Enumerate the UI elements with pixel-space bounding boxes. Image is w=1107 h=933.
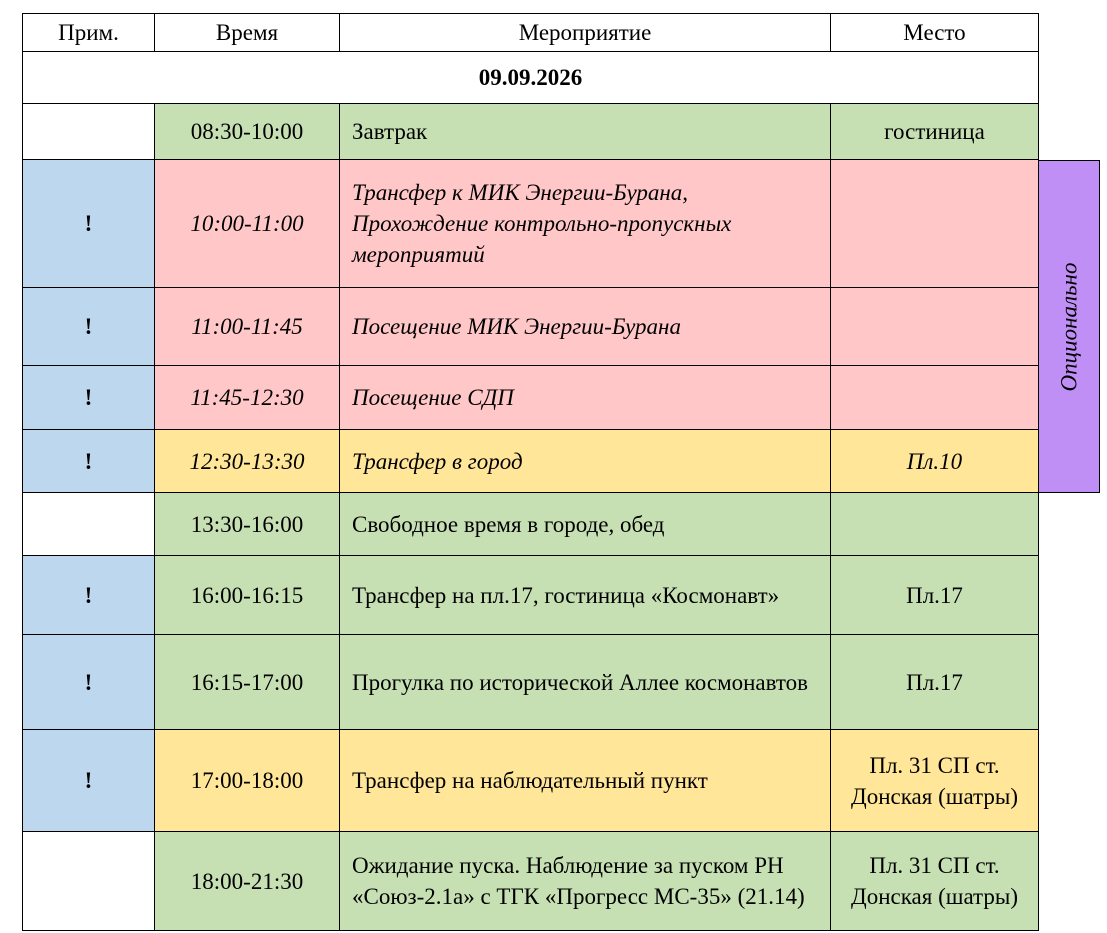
place-cell [831, 493, 1039, 556]
place-cell [831, 366, 1039, 430]
time-cell: 16:15-17:00 [155, 635, 340, 730]
note-cell: ! [23, 288, 155, 366]
place-cell: Пл.17 [831, 635, 1039, 730]
note-cell: ! [23, 730, 155, 832]
table-row [23, 160, 1039, 288]
event-cell: Прогулка по исторической Аллее космонавтов [340, 635, 831, 730]
table-row [23, 104, 1039, 160]
time-cell: 11:00-11:45 [155, 288, 340, 366]
place-cell: Пл.17 [831, 556, 1039, 635]
note-cell [23, 104, 155, 160]
note-cell [23, 832, 155, 931]
place-cell: Пл. 31 СП ст. Донская (шатры) [831, 832, 1039, 931]
note-cell: ! [23, 366, 155, 430]
table-row [23, 635, 1039, 730]
date-row [23, 52, 1039, 104]
table-row [23, 832, 1039, 931]
event-cell: Посещение МИК Энергии-Бурана [340, 288, 831, 366]
note-cell: ! [23, 635, 155, 730]
table-row [23, 493, 1039, 556]
note-cell: ! [23, 160, 155, 288]
table-row [23, 430, 1039, 493]
place-cell: Пл.10 [831, 430, 1039, 493]
time-cell: 13:30-16:00 [155, 493, 340, 556]
event-cell: Завтрак [340, 104, 831, 160]
event-cell: Ожидание пуска. Наблюдение за пуском РН «Союз-2.1а» с ТГК «Прогресс МС-35» (21.14) [340, 832, 831, 931]
table-row [23, 288, 1039, 366]
event-cell: Трансфер к МИК Энергии-Бурана, Прохождение контрольно-пропускных мероприятий [340, 160, 831, 288]
header-place: Место [831, 14, 1039, 52]
table-row [23, 556, 1039, 635]
time-cell: 17:00-18:00 [155, 730, 340, 832]
header-note: Прим. [23, 14, 155, 52]
event-cell: Трансфер на пл.17, гостиница «Космонавт» [340, 556, 831, 635]
place-cell [831, 160, 1039, 288]
table-row [23, 366, 1039, 430]
time-cell: 16:00-16:15 [155, 556, 340, 635]
optional-side-label [1038, 160, 1100, 493]
optional-label-text: Опционально [1056, 262, 1081, 391]
table-row [23, 730, 1039, 832]
event-cell: Свободное время в городе, обед [340, 493, 831, 556]
header-event: Мероприятие [340, 14, 831, 52]
schedule-table [22, 13, 1039, 931]
note-cell: ! [23, 556, 155, 635]
header-row [23, 14, 1039, 52]
note-cell: ! [23, 430, 155, 493]
event-cell: Трансфер на наблюдательный пункт [340, 730, 831, 832]
time-cell: 10:00-11:00 [155, 160, 340, 288]
time-cell: 12:30-13:30 [155, 430, 340, 493]
note-cell [23, 493, 155, 556]
time-cell: 11:45-12:30 [155, 366, 340, 430]
place-cell: гостиница [831, 104, 1039, 160]
event-cell: Трансфер в город [340, 430, 831, 493]
header-time: Время [155, 14, 340, 52]
place-cell: Пл. 31 СП ст. Донская (шатры) [831, 730, 1039, 832]
event-cell: Посещение СДП [340, 366, 831, 430]
date-cell: 09.09.2026 [23, 52, 1039, 104]
time-cell: 08:30-10:00 [155, 104, 340, 160]
time-cell: 18:00-21:30 [155, 832, 340, 931]
place-cell [831, 288, 1039, 366]
